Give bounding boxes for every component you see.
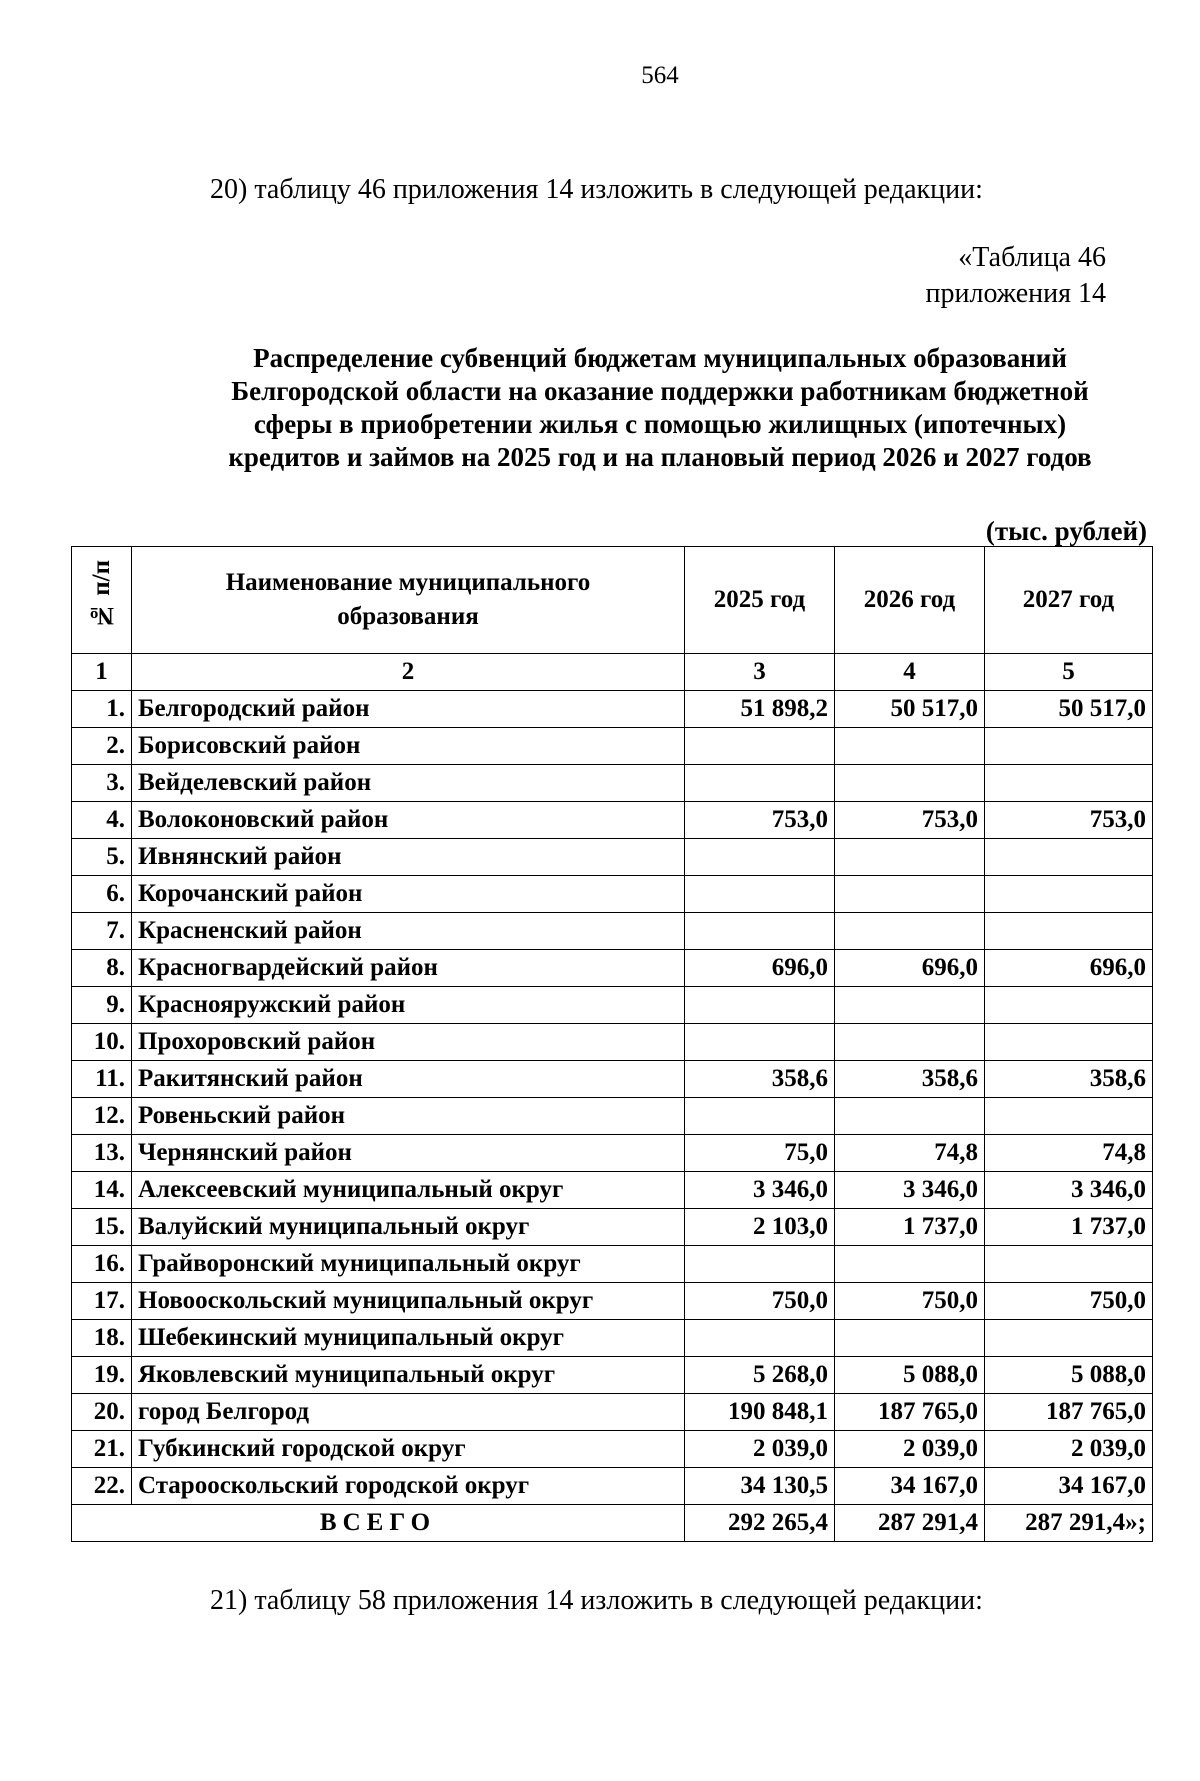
row-value-2026: 34 167,0 (835, 1468, 985, 1505)
row-number: 8. (72, 950, 132, 987)
title-line: Распределение субвенций бюджетам муниципальных образований (253, 343, 1067, 373)
row-value-2027: 3 346,0 (985, 1172, 1153, 1209)
table-reference (926, 240, 1107, 312)
row-number: 5. (72, 839, 132, 876)
row-value-2026: 2 039,0 (835, 1431, 985, 1468)
row-number: 13. (72, 1135, 132, 1172)
table-row (72, 728, 1153, 765)
row-name: Ровеньский район (132, 1098, 685, 1135)
row-number: 7. (72, 913, 132, 950)
row-value-2027: 34 167,0 (985, 1468, 1153, 1505)
units-label: (тыс. рублей) (985, 516, 1147, 546)
total-2026: 287 291,4 (835, 1505, 985, 1542)
row-name: Борисовский район (132, 728, 685, 765)
row-number: 22. (72, 1468, 132, 1505)
row-value-2026: 74,8 (835, 1135, 985, 1172)
intro-paragraph: 20) таблицу 46 приложения 14 изложить в следующей редакции: (210, 174, 983, 205)
row-name: Грайворонский муниципальный округ (132, 1246, 685, 1283)
row-value-2027 (985, 1320, 1153, 1357)
row-value-2026: 753,0 (835, 802, 985, 839)
row-value-2027 (985, 839, 1153, 876)
row-value-2027 (985, 1024, 1153, 1061)
row-value-2026 (835, 839, 985, 876)
table-row (72, 1246, 1153, 1283)
row-value-2027 (985, 913, 1153, 950)
table-row (72, 1357, 1153, 1394)
row-value-2026: 696,0 (835, 950, 985, 987)
row-value-2027: 2 039,0 (985, 1431, 1153, 1468)
row-value-2025: 51 898,2 (685, 691, 835, 728)
row-name: Прохоровский район (132, 1024, 685, 1061)
header-row (72, 547, 1153, 654)
row-name: Валуйский муниципальный округ (132, 1209, 685, 1246)
row-value-2026 (835, 1246, 985, 1283)
row-name: Ивнянский район (132, 839, 685, 876)
table-row (72, 1431, 1153, 1468)
row-value-2025: 34 130,5 (685, 1468, 835, 1505)
column-number: 5 (985, 654, 1153, 691)
table-row (72, 1135, 1153, 1172)
row-value-2027: 753,0 (985, 802, 1153, 839)
page-number: 564 (641, 62, 679, 89)
row-value-2026: 50 517,0 (835, 691, 985, 728)
row-number: 21. (72, 1431, 132, 1468)
row-value-2025 (685, 876, 835, 913)
row-value-2025 (685, 839, 835, 876)
row-value-2025 (685, 987, 835, 1024)
row-value-2026 (835, 728, 985, 765)
row-value-2025 (685, 765, 835, 802)
row-value-2027 (985, 1098, 1153, 1135)
total-2025: 292 265,4 (685, 1505, 835, 1542)
row-number: 2. (72, 728, 132, 765)
row-value-2027: 74,8 (985, 1135, 1153, 1172)
title-line: кредитов и займов на 2025 год и на плановый период 2026 и 2027 годов (228, 442, 1092, 472)
document-title (140, 342, 1180, 474)
row-value-2025 (685, 1098, 835, 1135)
row-number: 4. (72, 802, 132, 839)
row-value-2025: 5 268,0 (685, 1357, 835, 1394)
table-row (72, 1283, 1153, 1320)
table-row (72, 1024, 1153, 1061)
table-row (72, 1394, 1153, 1431)
row-number: 10. (72, 1024, 132, 1061)
row-name: Красногвардейский район (132, 950, 685, 987)
column-number: 3 (685, 654, 835, 691)
header-name-line: Наименование муниципального (225, 569, 591, 596)
row-value-2025: 75,0 (685, 1135, 835, 1172)
row-value-2026: 5 088,0 (835, 1357, 985, 1394)
row-value-2025: 2 103,0 (685, 1209, 835, 1246)
table-reference-line: приложения 14 (925, 278, 1106, 309)
row-value-2027: 50 517,0 (985, 691, 1153, 728)
table-row (72, 987, 1153, 1024)
row-number: 9. (72, 987, 132, 1024)
row-value-2025: 753,0 (685, 802, 835, 839)
row-name: Новооскольский муниципальный округ (132, 1283, 685, 1320)
header-2027: 2027 год (985, 547, 1153, 654)
table-row (72, 913, 1153, 950)
subsidy-table (71, 546, 1153, 1542)
table-row (72, 765, 1153, 802)
table-row (72, 839, 1153, 876)
table-row (72, 1468, 1153, 1505)
row-name: город Белгород (132, 1394, 685, 1431)
table-body (72, 691, 1153, 1505)
header-name (132, 547, 685, 654)
title-line: Белгородской области на оказание поддержки работникам бюджетной (231, 376, 1089, 406)
row-name: Старооскольский городской округ (132, 1468, 685, 1505)
row-value-2026 (835, 1024, 985, 1061)
row-number: 12. (72, 1098, 132, 1135)
row-value-2025: 696,0 (685, 950, 835, 987)
row-value-2027: 358,6 (985, 1061, 1153, 1098)
row-value-2025 (685, 913, 835, 950)
row-name: Ракитянский район (132, 1061, 685, 1098)
row-value-2026 (835, 876, 985, 913)
row-value-2026: 1 737,0 (835, 1209, 985, 1246)
row-value-2025: 750,0 (685, 1283, 835, 1320)
row-name: Губкинский городской округ (132, 1431, 685, 1468)
row-number: 14. (72, 1172, 132, 1209)
row-name: Яковлевский муниципальный округ (132, 1357, 685, 1394)
table-reference-line: «Таблица 46 (958, 242, 1106, 273)
table-row (72, 1098, 1153, 1135)
row-number: 3. (72, 765, 132, 802)
row-number: 1. (72, 691, 132, 728)
row-name: Корочанский район (132, 876, 685, 913)
total-row (72, 1505, 1153, 1542)
row-value-2025 (685, 728, 835, 765)
row-value-2025: 190 848,1 (685, 1394, 835, 1431)
row-number: 15. (72, 1209, 132, 1246)
row-value-2025 (685, 1320, 835, 1357)
row-value-2026: 187 765,0 (835, 1394, 985, 1431)
total-2027: 287 291,4»; (985, 1505, 1153, 1542)
outro-paragraph: 21) таблицу 58 приложения 14 изложить в следующей редакции: (210, 1585, 983, 1616)
table-row (72, 1320, 1153, 1357)
table-row (72, 876, 1153, 913)
row-number: 18. (72, 1320, 132, 1357)
row-value-2027: 5 088,0 (985, 1357, 1153, 1394)
table-row (72, 950, 1153, 987)
row-value-2027: 750,0 (985, 1283, 1153, 1320)
table-row (72, 1209, 1153, 1246)
table-row (72, 1172, 1153, 1209)
row-value-2026: 750,0 (835, 1283, 985, 1320)
table-row (72, 691, 1153, 728)
row-value-2026 (835, 913, 985, 950)
row-number: 16. (72, 1246, 132, 1283)
row-name: Волоконовский район (132, 802, 685, 839)
row-number: 20. (72, 1394, 132, 1431)
table-row (72, 1061, 1153, 1098)
row-value-2026: 3 346,0 (835, 1172, 985, 1209)
header-2025: 2025 год (685, 547, 835, 654)
row-value-2027 (985, 987, 1153, 1024)
row-number: 6. (72, 876, 132, 913)
row-name: Алексеевский муниципальный округ (132, 1172, 685, 1209)
row-value-2025: 358,6 (685, 1061, 835, 1098)
row-name: Шебекинский муниципальный округ (132, 1320, 685, 1357)
row-value-2026 (835, 987, 985, 1024)
table-row (72, 802, 1153, 839)
title-line: сферы в приобретении жилья с помощью жилищных (ипотечных) (253, 409, 1067, 439)
row-value-2026: 358,6 (835, 1061, 985, 1098)
row-value-2025: 3 346,0 (685, 1172, 835, 1209)
column-number: 2 (132, 654, 685, 691)
row-number: 17. (72, 1283, 132, 1320)
row-value-2027 (985, 765, 1153, 802)
header-num-text: № п/п (87, 560, 115, 630)
row-name: Белгородский район (132, 691, 685, 728)
total-label: ВСЕГО (72, 1505, 685, 1542)
row-value-2027: 1 737,0 (985, 1209, 1153, 1246)
row-name: Вейделевский район (132, 765, 685, 802)
row-value-2025 (685, 1246, 835, 1283)
row-name: Красненский район (132, 913, 685, 950)
row-value-2026 (835, 1098, 985, 1135)
row-value-2027 (985, 728, 1153, 765)
row-name: Краснояружский район (132, 987, 685, 1024)
row-value-2027: 187 765,0 (985, 1394, 1153, 1431)
header-num (72, 547, 132, 654)
header-name-line: образования (337, 603, 479, 630)
row-value-2027 (985, 876, 1153, 913)
column-number: 1 (72, 654, 132, 691)
row-value-2025: 2 039,0 (685, 1431, 835, 1468)
row-value-2027: 696,0 (985, 950, 1153, 987)
row-value-2025 (685, 1024, 835, 1061)
row-number: 11. (72, 1061, 132, 1098)
column-number-row (72, 654, 1153, 691)
row-number: 19. (72, 1357, 132, 1394)
row-value-2026 (835, 1320, 985, 1357)
row-value-2026 (835, 765, 985, 802)
row-name: Чернянский район (132, 1135, 685, 1172)
column-number: 4 (835, 654, 985, 691)
header-2026: 2026 год (835, 547, 985, 654)
row-value-2027 (985, 1246, 1153, 1283)
